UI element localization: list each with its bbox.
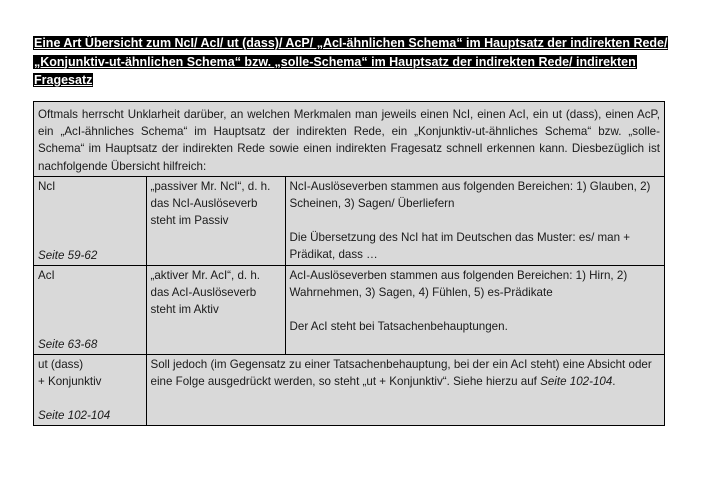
- row-detail-cell: [285, 176, 664, 265]
- page-reference: Seite 59-62: [38, 248, 98, 262]
- row-label-line2: + Konjunktiv: [38, 375, 102, 389]
- row-detail-note: Der AcI steht bei Tatsachenbehauptungen.: [289, 320, 508, 334]
- row-label: ut (dass): [38, 357, 84, 371]
- row-label: NcI: [38, 179, 56, 193]
- row-description: „aktiver Mr. AcI“, d. h. das AcI-Auslöseverb steht im Aktiv: [150, 268, 261, 317]
- row-detail-note: Die Übersetzung des NcI hat im Deutschen das Muster: es/ man + Prädikat, dass …: [289, 231, 631, 262]
- row-description: „passiver Mr. NcI“, d. h. das NcI-Auslöseverb steht im Passiv: [150, 179, 271, 228]
- page-reference: Seite 63-68: [38, 337, 98, 351]
- document-heading: [33, 34, 669, 90]
- intro-paragraph: Oftmals herrscht Unklarheit darüber, an welchen Merkmalen man jeweils einen NcI, einen AcI, ein ut (dass), einen AcP, ein „AcI-ähnliches Schema“ im Hauptsatz der indirekten Rede, ein „Konjunktiv-ut-ähnliches Schema“ bzw. „solle-Schema“ im Hauptsatz der indirekten Rede sowie einen indirekten Fragesatz schnell erkennen kann. Diesbezüglich ist nachfolgende Übersicht hilfreich:: [38, 108, 660, 173]
- overview-box: [33, 101, 665, 426]
- row-label: AcI: [38, 268, 55, 282]
- row-detail-end: .: [612, 375, 616, 389]
- row-detail-text: NcI-Auslöseverben stammen aus folgenden Bereichen: 1) Glauben, 2) Scheinen, 3) Sagen/ Überliefern: [289, 179, 651, 211]
- row-detail-page-ref: Seite 102-104: [540, 375, 613, 389]
- row-detail-cell: [285, 265, 664, 354]
- table-row: [34, 354, 664, 425]
- overview-table: [34, 176, 664, 425]
- row-detail-text: AcI-Auslöseverben stammen aus folgenden Bereichen: 1) Hirn, 2) Wahrnehmen, 3) Sagen, 4) Fühlen, 5) es-Prädikate: [289, 268, 628, 300]
- page-reference: Seite 102-104: [38, 408, 111, 422]
- row-detail-cell: [146, 354, 664, 425]
- table-row: [34, 265, 664, 354]
- row-detail-text: Soll jedoch (im Gegensatz zu einer Tatsachenbehauptung, bei der ein AcI steht) eine Absicht oder eine Folge ausgedrückt werden, so steht „ut + Konjunktiv“. Siehe hierzu auf: [150, 357, 652, 389]
- heading-text: Eine Art Übersicht zum NcI/ AcI/ ut (dass)/ AcP/ „AcI-ähnlichen Schema“ im Hauptsatz der indirekten Rede/ „Konjunktiv-ut-ähnlichen Schema“ bzw. „solle-Schema“ im Hauptsatz der indirekten Rede/ indirekten Fragesatz: [34, 36, 668, 87]
- table-row: [34, 176, 664, 265]
- row-label-cell: [34, 265, 146, 354]
- row-label-cell: [34, 176, 146, 265]
- row-description-cell: [146, 265, 285, 354]
- row-description-cell: [146, 176, 285, 265]
- row-label-cell: [34, 354, 146, 425]
